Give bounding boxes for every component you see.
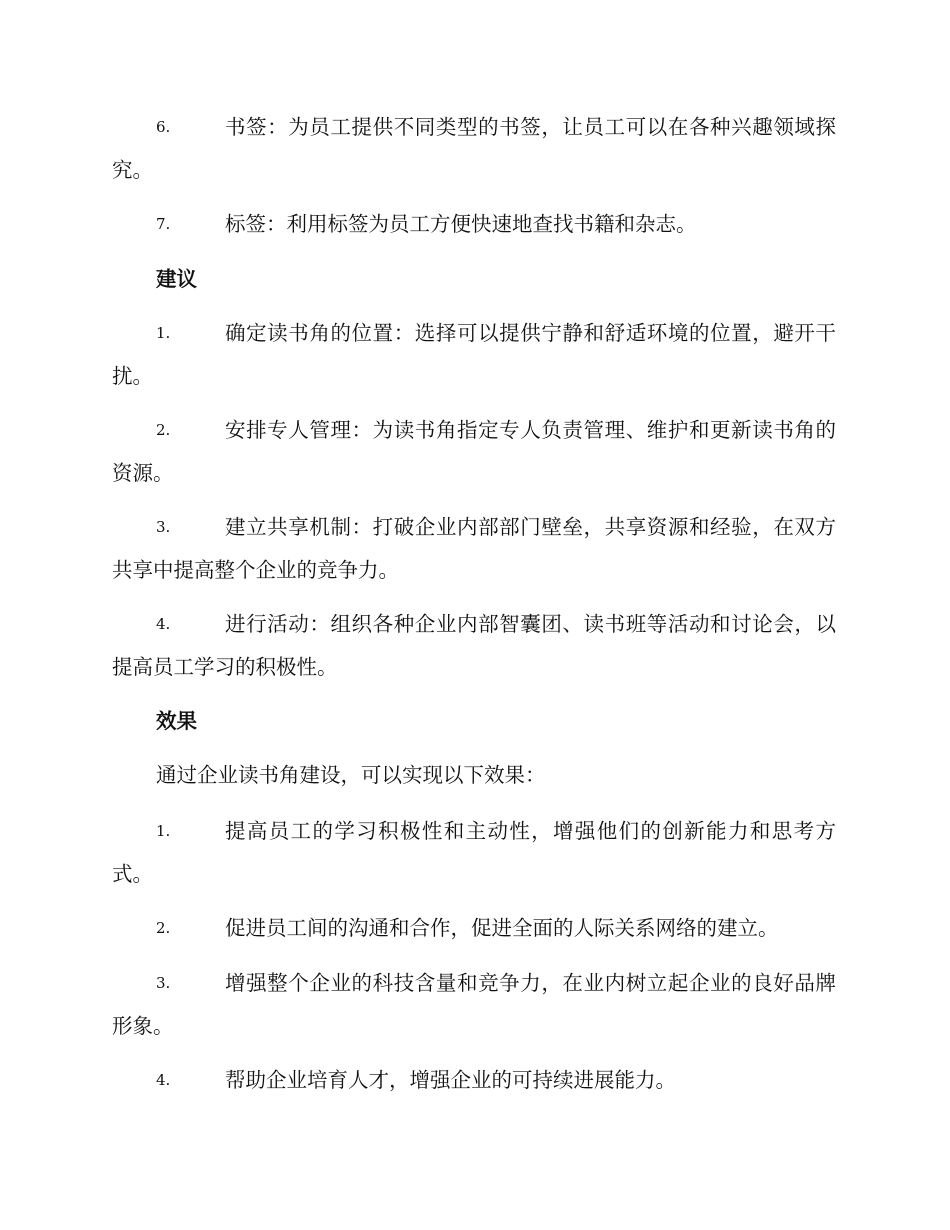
effects-intro: 通过企业读书角建设，可以实现以下效果： [156,763,546,787]
list-number: 7. [156,215,171,233]
list-number: 6. [156,118,171,136]
list-number: 1. [156,822,171,840]
list-number: 3. [156,974,171,992]
section-heading-effects: 效果 [156,709,197,733]
list-item: 促进员工间的沟通和合作，促进全面的人际关系网络的建立。 [225,916,779,940]
list-item-tag: 标签：利用标签为员工方便快速地查找书籍和杂志。 [225,212,697,236]
list-number: 3. [156,518,171,536]
list-item: 安排专人管理：为读书角指定专人负责管理、维护和更新读书角的资源。 [112,418,836,485]
list-item-bookmark: 书签：为员工提供不同类型的书签，让员工可以在各种兴趣领域探究。 [112,115,836,182]
list-item: 帮助企业培育人才，增强企业的可持续进展能力。 [225,1068,676,1092]
list-number: 4. [156,615,171,633]
list-item: 建立共享机制：打破企业内部部门壁垒，共享资源和经验，在双方共享中提高整个企业的竞争力。 [112,515,836,582]
list-item: 增强整个企业的科技含量和竞争力，在业内树立起企业的良好品牌形象。 [112,971,836,1038]
list-number: 4. [156,1071,171,1089]
list-number: 2. [156,421,171,439]
list-number: 2. [156,919,171,937]
list-item: 进行活动：组织各种企业内部智囊团、读书班等活动和讨论会，以提高员工学习的积极性。 [112,612,836,679]
list-number: 1. [156,324,171,342]
list-item: 确定读书角的位置：选择可以提供宁静和舒适环境的位置，避开干扰。 [112,321,836,388]
list-item: 提高员工的学习积极性和主动性，增强他们的创新能力和思考方式。 [112,819,836,886]
section-heading-suggestions: 建议 [156,267,197,291]
